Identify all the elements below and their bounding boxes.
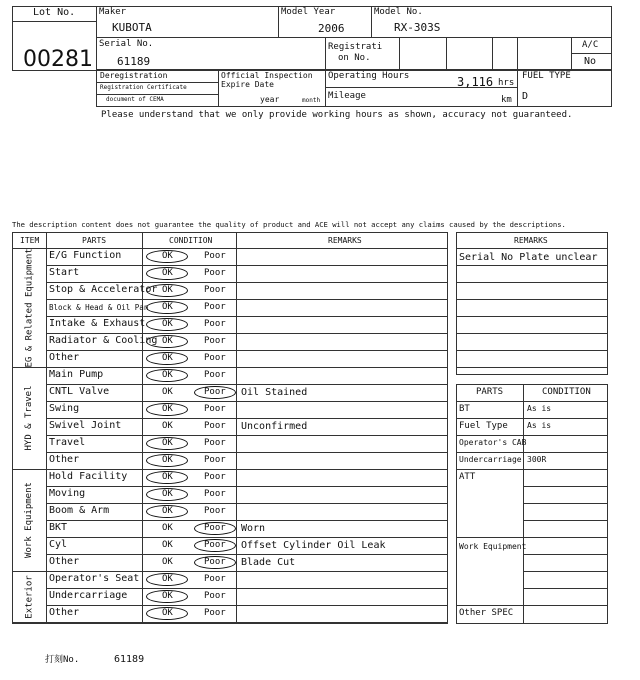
ok-selected-circle xyxy=(146,590,188,603)
part-name: Other xyxy=(49,556,80,567)
part-name: E/G Function xyxy=(49,250,122,261)
part-name: Swing xyxy=(49,403,80,414)
ok-selected-circle xyxy=(146,573,188,586)
poor-option[interactable]: Poor xyxy=(204,523,226,533)
part-name: Travel xyxy=(49,437,86,448)
ok-option[interactable]: OK xyxy=(162,387,173,397)
part-name: Intake & Exhaust xyxy=(49,318,146,329)
ok-selected-circle xyxy=(146,335,188,348)
ok-option[interactable]: OK xyxy=(162,574,173,584)
disclaimer: The description content does not guarantee the quality of product and ACE will not accept any claims caused by the descriptions. xyxy=(12,220,566,229)
km-unit: km xyxy=(501,95,512,105)
col-condition-header: CONDITION xyxy=(169,236,213,245)
group-label: HYD & Travel xyxy=(24,385,34,451)
ok-selected-circle xyxy=(146,607,188,620)
poor-option[interactable]: Poor xyxy=(204,336,226,346)
poor-option[interactable]: Poor xyxy=(204,540,226,550)
part-name: Swivel Joint xyxy=(49,420,122,431)
poor-option[interactable]: Poor xyxy=(204,421,226,431)
table-row xyxy=(46,435,448,452)
model-no-label: Model No. xyxy=(374,7,423,17)
right-part-condition: As is xyxy=(527,421,552,430)
part-name: Stop & Accelerator xyxy=(49,284,158,295)
deregistration-label: Deregistration xyxy=(100,71,168,80)
ok-selected-circle xyxy=(146,267,188,280)
poor-option[interactable]: Poor xyxy=(204,353,226,363)
table-row xyxy=(46,401,448,418)
ok-option[interactable]: OK xyxy=(162,421,173,431)
ok-option[interactable]: OK xyxy=(162,489,173,499)
part-name: Other xyxy=(49,454,80,465)
ok-selected-circle xyxy=(146,488,188,501)
part-name: Other xyxy=(49,352,80,363)
ok-selected-circle xyxy=(146,437,188,450)
poor-option[interactable]: Poor xyxy=(204,370,226,380)
ok-selected-circle xyxy=(146,403,188,416)
serial-label: Serial No. xyxy=(99,39,154,49)
ok-option[interactable]: OK xyxy=(162,319,173,329)
part-name: Start xyxy=(49,267,80,278)
poor-option[interactable]: Poor xyxy=(204,302,226,312)
group-label: Exterior xyxy=(24,574,34,619)
ok-option[interactable]: OK xyxy=(162,523,173,533)
ok-option[interactable]: OK xyxy=(162,540,173,550)
ok-option[interactable]: OK xyxy=(162,353,173,363)
col-parts-header: PARTS xyxy=(82,236,107,245)
remark-text: Unconfirmed xyxy=(241,421,308,432)
col-remarks-header: REMARKS xyxy=(328,236,362,245)
table-row xyxy=(46,350,448,367)
ok-option[interactable]: OK xyxy=(162,370,173,380)
part-name: Cyl xyxy=(49,539,68,550)
ac-label: A/C xyxy=(582,40,599,50)
fuel-type-value: D xyxy=(522,91,529,102)
ok-option[interactable]: OK xyxy=(162,285,173,295)
poor-option[interactable]: Poor xyxy=(204,574,226,584)
part-name: CNTL Valve xyxy=(49,386,110,397)
stamp-value: 61189 xyxy=(114,654,145,665)
operating-hours-value: 3,116 xyxy=(457,75,494,89)
maker-label: Maker xyxy=(99,7,127,17)
right-part-name: BT xyxy=(459,404,470,414)
ok-option[interactable]: OK xyxy=(162,455,173,465)
serial-value: 61189 xyxy=(117,55,151,68)
poor-option[interactable]: Poor xyxy=(204,319,226,329)
poor-option[interactable]: Poor xyxy=(204,268,226,278)
poor-option[interactable]: Poor xyxy=(204,251,226,261)
poor-option[interactable]: Poor xyxy=(204,591,226,601)
model-year-label: Model Year xyxy=(281,7,336,17)
ok-option[interactable]: OK xyxy=(162,336,173,346)
inspection-label: Official Inspection xyxy=(221,71,313,80)
table-row xyxy=(46,486,448,503)
part-name: Undercarriage xyxy=(49,590,128,601)
poor-selected-circle xyxy=(194,386,236,399)
right-part-condition: As is xyxy=(527,404,552,413)
group-label: EG & Related Equipment xyxy=(24,247,34,367)
registration-certificate-label: Registration Certificate xyxy=(100,84,187,91)
stamp-label: 打刻No. xyxy=(45,655,80,665)
poor-option[interactable]: Poor xyxy=(204,608,226,618)
cema-label: document of CEMA xyxy=(106,96,164,103)
right-condition-header: CONDITION xyxy=(542,387,591,397)
ok-option[interactable]: OK xyxy=(162,557,173,567)
part-name: Main Pump xyxy=(49,369,104,380)
right-remarks-header: REMARKS xyxy=(514,236,548,245)
right-remarks-first: Serial No Plate unclear xyxy=(459,252,598,263)
registration-label: Registrati xyxy=(328,42,383,52)
poor-option[interactable]: Poor xyxy=(204,285,226,295)
table-row xyxy=(46,605,448,622)
ok-option[interactable]: OK xyxy=(162,591,173,601)
ac-value: No xyxy=(584,56,597,67)
ok-selected-circle xyxy=(146,318,188,331)
ok-option[interactable]: OK xyxy=(162,251,173,261)
att-label: ATT xyxy=(459,472,476,482)
part-name: Block & Head & Oil Pan xyxy=(49,303,149,312)
remark-text: Blade Cut xyxy=(241,557,296,568)
ok-option[interactable]: OK xyxy=(162,404,173,414)
maker-value: KUBOTA xyxy=(112,21,152,34)
ok-selected-circle xyxy=(146,352,188,365)
lot-label: Lot No. xyxy=(33,7,76,18)
ok-selected-circle xyxy=(146,301,188,314)
part-name: Radiator & Cooling xyxy=(49,335,158,346)
right-part-name: Operator's CAB xyxy=(459,438,527,447)
ok-selected-circle xyxy=(146,505,188,518)
ok-selected-circle xyxy=(146,369,188,382)
poor-option[interactable]: Poor xyxy=(204,438,226,448)
operating-hours-label: Operating Hours xyxy=(328,71,410,81)
group-label: Work Equipment xyxy=(24,482,34,558)
lot-number: 00281 xyxy=(23,47,93,72)
ok-option[interactable]: OK xyxy=(162,506,173,516)
poor-selected-circle xyxy=(194,539,236,552)
right-parts-header: PARTS xyxy=(476,387,504,397)
poor-option[interactable]: Poor xyxy=(204,387,226,397)
poor-selected-circle xyxy=(194,522,236,535)
remark-text: Offset Cylinder Oil Leak xyxy=(241,540,386,551)
remark-text: Oil Stained xyxy=(241,387,308,398)
ok-selected-circle xyxy=(146,284,188,297)
table-row xyxy=(46,265,448,282)
poor-selected-circle xyxy=(194,556,236,569)
ok-selected-circle xyxy=(146,454,188,467)
hours-note: Please understand that we only provide working hours as shown, accuracy not guaranteed. xyxy=(101,110,573,120)
poor-option[interactable]: Poor xyxy=(204,506,226,516)
poor-option[interactable]: Poor xyxy=(204,472,226,482)
poor-option[interactable]: Poor xyxy=(204,489,226,499)
part-name: BKT xyxy=(49,522,68,533)
part-name: Operator's Seat xyxy=(49,573,140,584)
table-row xyxy=(46,452,448,469)
ok-option[interactable]: OK xyxy=(162,268,173,278)
ok-option[interactable]: OK xyxy=(162,302,173,312)
year-label: year xyxy=(260,95,280,104)
ok-option[interactable]: OK xyxy=(162,608,173,618)
mileage-label: Mileage xyxy=(328,91,366,101)
remark-text: Worn xyxy=(241,523,266,534)
part-name: Hold Facility xyxy=(49,471,128,482)
ok-selected-circle xyxy=(146,250,188,263)
fuel-type-label: FUEL TYPE xyxy=(522,71,571,81)
poor-option[interactable]: Poor xyxy=(204,455,226,465)
inspection-label-2: Expire Date xyxy=(221,80,274,89)
model-no-value: RX-303S xyxy=(394,21,441,34)
table-row xyxy=(46,367,448,384)
right-part-name: Undercarriage xyxy=(459,455,522,464)
work-equipment-label: Work Equipment xyxy=(459,542,527,551)
poor-option[interactable]: Poor xyxy=(204,404,226,414)
ok-option[interactable]: OK xyxy=(162,472,173,482)
month-label: month xyxy=(302,97,321,104)
hrs-unit: hrs xyxy=(498,78,515,88)
poor-option[interactable]: Poor xyxy=(204,557,226,567)
ok-option[interactable]: OK xyxy=(162,438,173,448)
registration-label-2: on No. xyxy=(338,53,371,63)
part-name: Boom & Arm xyxy=(49,505,110,516)
other-spec-label: Other SPEC xyxy=(459,608,514,618)
part-name: Moving xyxy=(49,488,86,499)
right-part-name: Fuel Type xyxy=(459,421,508,431)
col-item-header: ITEM xyxy=(20,236,40,245)
right-part-condition: 300R xyxy=(527,455,547,464)
part-name: Other xyxy=(49,607,80,618)
ok-selected-circle xyxy=(146,471,188,484)
model-year-value: 2006 xyxy=(318,22,345,35)
